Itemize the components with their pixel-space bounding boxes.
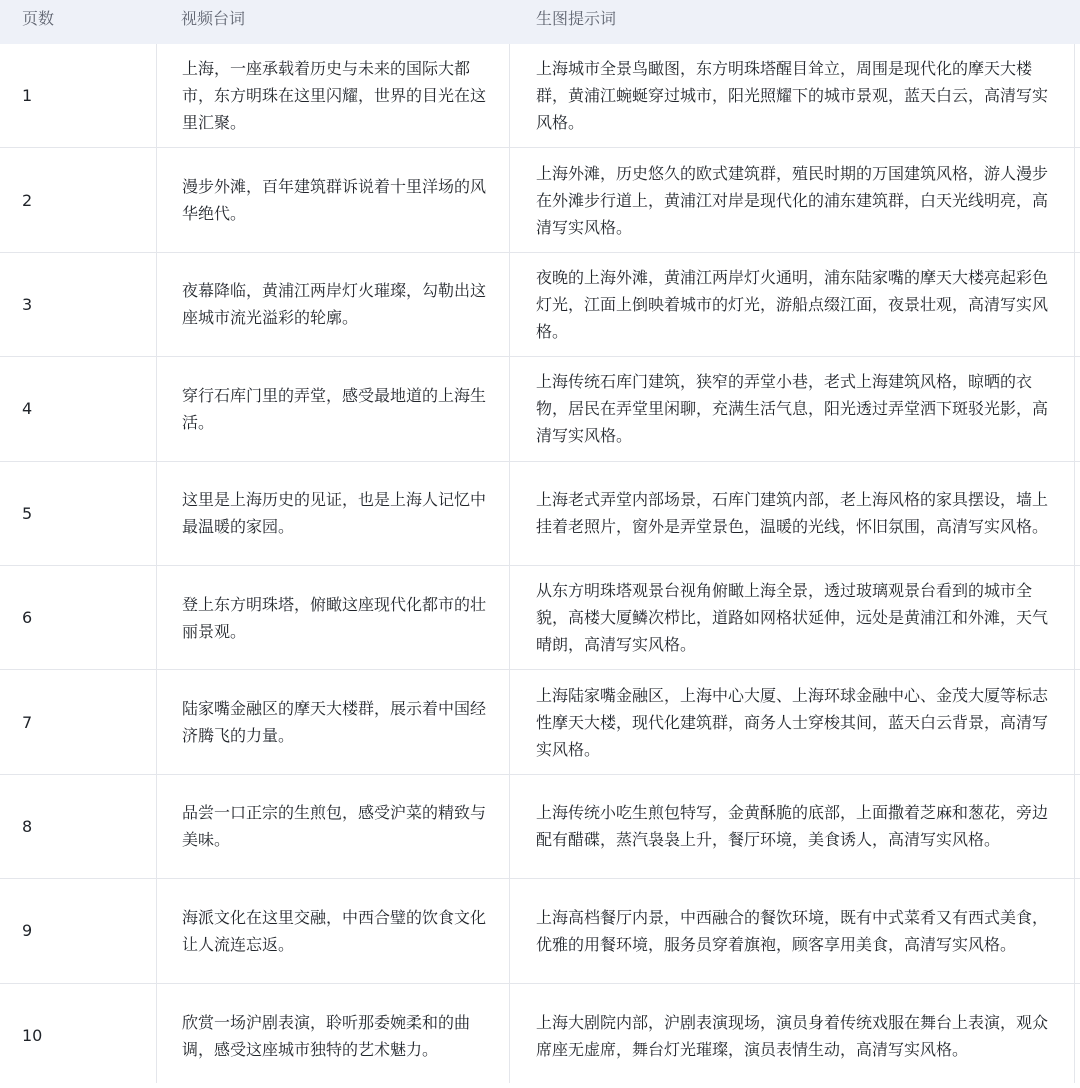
video-line-cell [156,253,509,356]
table-row [0,670,1080,774]
page-number: 9 [22,921,33,941]
video-line-cell [156,775,509,878]
image-prompt-cell [509,879,1080,982]
page-number-cell [0,984,156,1088]
image-prompt-cell [509,253,1080,356]
page-number-cell [0,879,156,982]
image-prompt-cell [509,44,1080,147]
image-prompt: 夜晚的上海外滩，黄浦江两岸灯火通明，浦东陆家嘴的摩天大楼亮起彩色灯光，江面上倒映着城市的灯光，游船点缀江面，夜景壮观，高清写实风格。 [536,267,1049,341]
page-number-cell [0,44,156,147]
image-prompt-cell [509,462,1080,565]
page-number-cell [0,148,156,251]
video-line-cell [156,670,509,773]
video-line: 海派文化在这里交融，中西合璧的饮食文化让人流连忘返。 [182,907,487,954]
page-number: 6 [22,608,33,628]
image-prompt: 上海大剧院内部，沪剧表演现场，演员身着传统戏服在舞台上表演，观众席座无虚席，舞台灯光璀璨，演员表情生动，高清写实风格。 [536,1012,1049,1059]
page-number: 5 [22,503,33,523]
page-number-cell [0,775,156,878]
video-line-cell [156,44,509,147]
video-line: 穿行石库门里的弄堂，感受最地道的上海生活。 [182,385,487,432]
image-prompt-cell [509,775,1080,878]
image-prompt: 上海外滩，历史悠久的欧式建筑群，殖民时期的万国建筑风格，游人漫步在外滩步行道上，黄浦江对岸是现代化的浦东建筑群，白天光线明亮，高清写实风格。 [536,163,1049,237]
table-row [0,984,1080,1088]
table-row [0,462,1080,566]
table-row [0,253,1080,357]
image-prompt-cell [509,670,1080,773]
table-header [0,0,1080,44]
image-prompt-cell [509,148,1080,251]
page-number: 3 [22,294,33,314]
video-line-cell [156,462,509,565]
image-prompt-cell [509,984,1080,1088]
image-prompt: 上海高档餐厅内景，中西融合的餐饮环境，既有中式菜肴又有西式美食，优雅的用餐环境，服务员穿着旗袍，顾客享用美食，高清写实风格。 [536,907,1049,954]
image-prompt: 上海城市全景鸟瞰图，东方明珠塔醒目耸立，周围是现代化的摩天大楼群，黄浦江蜿蜒穿过城市，阳光照耀下的城市景观，蓝天白云，高清写实风格。 [536,59,1049,133]
page-number: 2 [22,190,33,210]
video-line: 这里是上海历史的见证，也是上海人记忆中最温暖的家园。 [182,490,487,537]
video-line-cell [156,566,509,669]
video-line: 登上东方明珠塔，俯瞰这座现代化都市的壮丽景观。 [182,594,487,641]
table-right-border [1074,44,1075,1083]
image-prompt: 上海传统小吃生煎包特写，金黄酥脆的底部，上面撒着芝麻和葱花，旁边配有醋碟，蒸汽袅袅上升，餐厅环境，美食诱人，高清写实风格。 [536,803,1049,850]
image-prompt-cell [509,566,1080,669]
page-number-cell [0,462,156,565]
page-number-cell [0,670,156,773]
table-row [0,879,1080,983]
page-number: 10 [22,1026,43,1046]
video-line-cell [156,984,509,1088]
video-line: 上海，一座承载着历史与未来的国际大都市，东方明珠在这里闪耀，世界的目光在这里汇聚。 [182,59,487,133]
table-row [0,566,1080,670]
video-line: 漫步外滩，百年建筑群诉说着十里洋场的风华绝代。 [182,177,487,224]
page-number-cell [0,566,156,669]
image-prompt-cell [509,357,1080,460]
page-number: 8 [22,816,33,836]
video-line-cell [156,879,509,982]
page-number: 1 [22,86,33,106]
page-number: 4 [22,399,33,419]
table-body [0,44,1080,1088]
table-row [0,44,1080,148]
page-number: 7 [22,712,33,732]
page-number-cell [0,357,156,460]
table-row [0,148,1080,252]
header-image-prompt: 生图提示词 [536,9,617,28]
column-divider [509,44,510,1083]
table-row [0,775,1080,879]
table-row [0,357,1080,461]
page-number-cell [0,253,156,356]
video-line: 陆家嘴金融区的摩天大楼群，展示着中国经济腾飞的力量。 [182,699,487,746]
image-prompt: 从东方明珠塔观景台视角俯瞰上海全景，透过玻璃观景台看到的城市全貌，高楼大厦鳞次栉比，道路如网格状延伸，远处是黄浦江和外滩，天气晴朗，高清写实风格。 [536,581,1049,655]
video-line: 品尝一口正宗的生煎包，感受沪菜的精致与美味。 [182,803,487,850]
video-line-cell [156,148,509,251]
video-line-cell [156,357,509,460]
header-video-line: 视频台词 [181,9,246,28]
column-divider [156,44,157,1083]
image-prompt: 上海老式弄堂内部场景，石库门建筑内部，老上海风格的家具摆设，墙上挂着老照片，窗外是弄堂景色，温暖的光线，怀旧氛围，高清写实风格。 [536,490,1049,537]
video-line: 夜幕降临，黄浦江两岸灯火璀璨，勾勒出这座城市流光溢彩的轮廓。 [182,281,487,328]
image-prompt: 上海传统石库门建筑，狭窄的弄堂小巷，老式上海建筑风格，晾晒的衣物，居民在弄堂里闲聊，充满生活气息，阳光透过弄堂洒下斑驳光影，高清写实风格。 [536,372,1049,446]
header-page-number: 页数 [22,9,55,28]
image-prompt: 上海陆家嘴金融区，上海中心大厦、上海环球金融中心、金茂大厦等标志性摩天大楼，现代化建筑群，商务人士穿梭其间，蓝天白云背景，高清写实风格。 [536,685,1049,759]
video-line: 欣赏一场沪剧表演，聆听那委婉柔和的曲调，感受这座城市独特的艺术魅力。 [182,1012,471,1059]
